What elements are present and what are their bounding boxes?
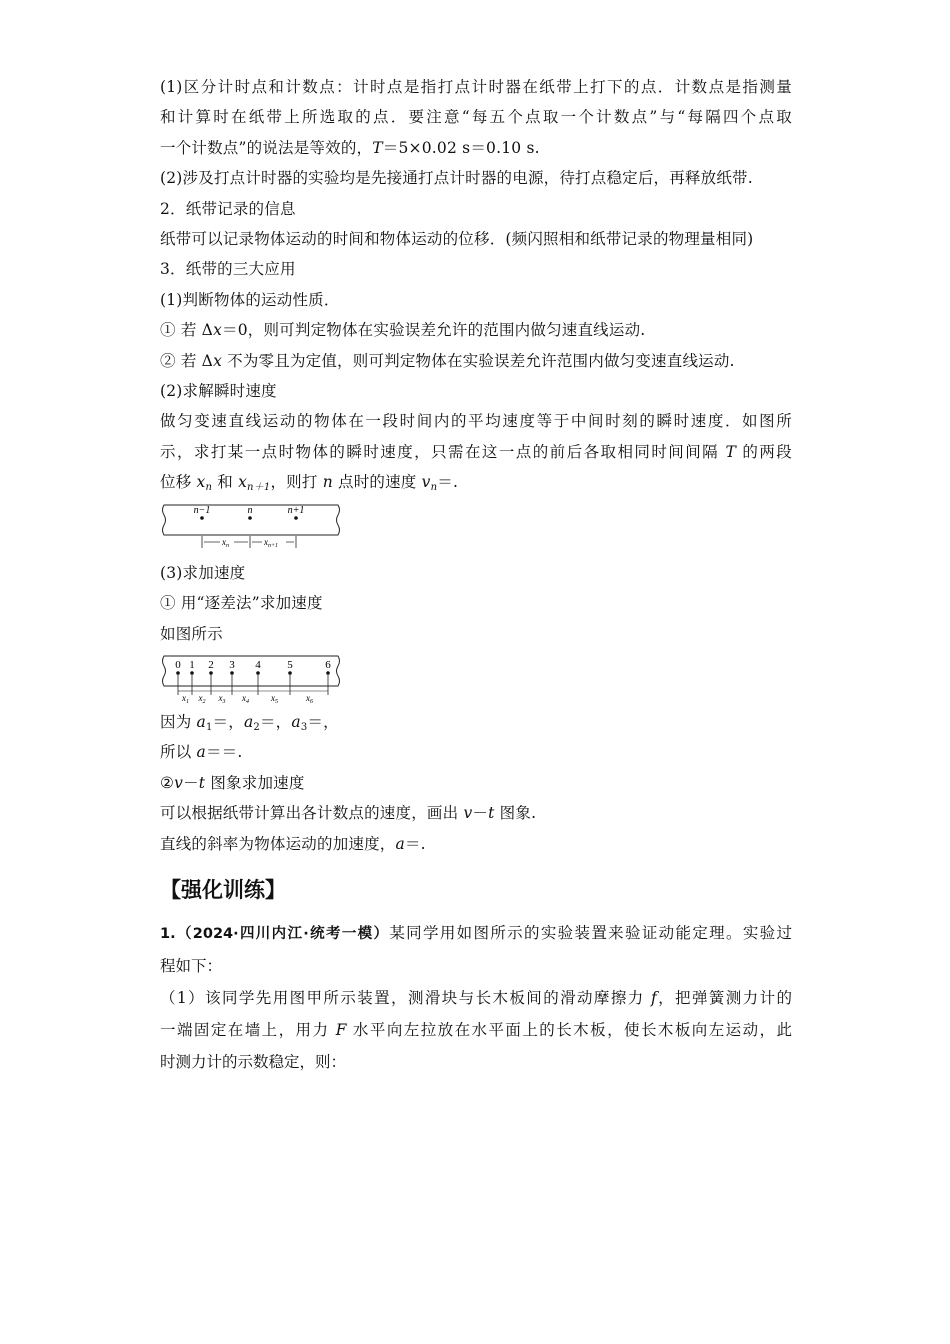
tape-figure-instant-velocity: [160, 500, 350, 558]
tape-label: n+1: [287, 504, 305, 516]
text-line: 和计算时在纸带上所选取的点．要注意“每五个点取一个计数点”与“每隔四个点取: [160, 108, 792, 127]
text-line: 如图所示: [160, 624, 223, 643]
tape-label: 6: [325, 658, 331, 671]
text-line: 因为 $a_1=$，$a_2=$，$a_3=$，: [160, 712, 339, 733]
tape-label: 3: [229, 658, 235, 671]
text-line: ② 若 Δx 不为零且为定值，则可判定物体在实验误差允许范围内做匀变速直线运动.: [160, 351, 735, 370]
text-line: ① 用“逐差法”求加速度: [160, 594, 323, 613]
segment-label: $x_5$: [271, 692, 278, 705]
text-line: 可以根据纸带计算出各计数点的速度，画出 v－t 图象.: [160, 804, 537, 823]
text-line: (1)判断物体的运动性质．: [160, 290, 340, 309]
question-line: 一端固定在墙上，用力 F 水平向左拉放在水平面上的长木板，使长木板向左运动，此: [160, 1020, 792, 1039]
text-line: ②v－t 图象求加速度: [160, 773, 305, 792]
tape-label: 2: [208, 658, 214, 671]
tape-label: 1: [189, 658, 195, 671]
text-line: (2)涉及打点计时器的实验均是先接通打点计时器的电源，待打点稳定后，再释放纸带.: [160, 169, 753, 188]
text-line: 位移 $x_n$ 和 $x_{n+1}$，则打 n 点时的速度 $v_n=$.: [160, 473, 459, 494]
tape-label: 0: [175, 658, 181, 671]
tape-label: 5: [287, 658, 293, 671]
tape-label: n: [247, 504, 253, 516]
text-line: 示，求打某一点时物体的瞬时速度，只需在这一点的前后各取相同时间间隔 T 的两段: [160, 442, 793, 461]
tape-label: 4: [255, 658, 261, 671]
question-line: 程如下：: [160, 956, 223, 975]
segment-label: $x_n$: [222, 536, 229, 549]
tape-figure-successive-difference: [160, 651, 350, 707]
text-line: 纸带可以记录物体运动的时间和物体运动的位移．(频闪照相和纸带记录的物理量相同): [160, 230, 754, 249]
tape-label: n−1: [193, 504, 211, 516]
text-line: (1)区分计时点和计数点：计时点是指打点计时器在纸带上打下的点．计数点是指测量: [160, 78, 792, 96]
segment-label: $x_1$: [182, 692, 189, 705]
text-line: 直线的斜率为物体运动的加速度，a＝.: [160, 834, 426, 853]
text-line: 一个计数点”的说法是等效的，T＝5×0.02 s＝0.10 s.: [160, 138, 540, 157]
segment-label: $x_3$: [218, 692, 226, 705]
segment-label: $x_6$: [306, 692, 313, 705]
question-line: 1.（2024·四川内江·统考一模）某同学用如图所示的实验装置来验证动能定理。实验过: [160, 923, 792, 942]
segment-label: $x_4$: [242, 692, 249, 705]
section-heading: 3．纸带的三大应用: [160, 260, 296, 279]
section-heading: 2．纸带记录的信息: [160, 199, 296, 218]
segment-label: $x_{n+1}$: [264, 536, 279, 549]
text-line: (3)求加速度: [160, 563, 246, 582]
segment-label: $x_2$: [198, 692, 206, 705]
text-line: ① 若 Δx＝0，则可判定物体在实验误差允许的范围内做匀速直线运动.: [160, 321, 646, 340]
text-line: 所以 a＝＝.: [160, 743, 243, 762]
text-line: 做匀变速直线运动的物体在一段时间内的平均速度等于中间时刻的瞬时速度．如图所: [160, 412, 792, 431]
text-line: (2)求解瞬时速度: [160, 382, 277, 401]
question-line: （1）该同学先用图甲所示装置，测滑块与长木板间的滑动摩擦力 f，把弹簧测力计的: [160, 988, 792, 1007]
document-page: [160, 72, 792, 1078]
question-line: 时测力计的示数稳定，则：: [160, 1052, 347, 1071]
exercise-heading: 【强化训练】: [160, 877, 286, 902]
